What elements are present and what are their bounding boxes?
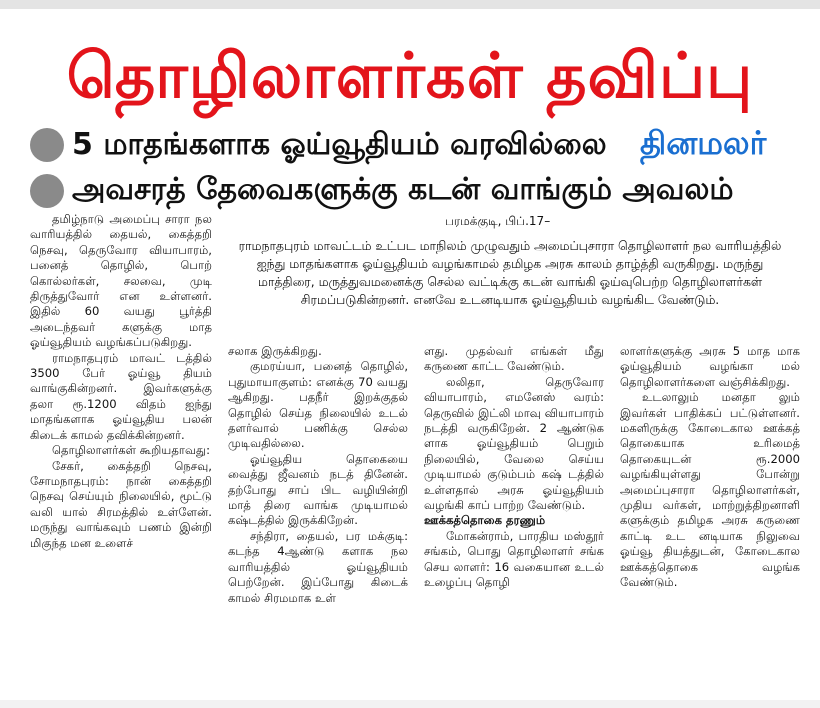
bottom-strip	[0, 700, 820, 708]
column-3	[424, 344, 604, 591]
col2-para: குமரய்யா, பனைத் தொழில், புதுமாயாகுளம்: எனக்கு 70 வயது ஆகிறது. பதநீர் இறக்குதல் தொழில் செய்த நிலையில் உடல் தளர்வால் பணிக்கு செல்ல முடிவதில்லை.	[228, 359, 408, 451]
col1-para: ராமநாதபுரம் மாவட் டத்தில் 3500 பேர் ஓய்வூ தியம் வாங்குகின்றனர். இவர்களுக்கு தலா ரூ.1200 விதம் ஐந்து மாதங்களாக ஓய்வூதிய பலன் கிடைக் காமல் தவிக்கின்றனர்.	[30, 350, 212, 442]
subhead-1: 5 மாதங்களாக ஓய்வூதியம் வரவில்லை	[72, 127, 607, 162]
col3-para: ளது. முதல்வர் எங்கள் மீது கருணை காட்ட வேண்டும்.	[424, 344, 604, 374]
top-strip	[0, 0, 820, 9]
col4-para: உடலாலும் மனதா லும் இவர்கள் பாதிக்கப் பட்டுள்ளனர். மகளிருக்கு கோடைகால ஊக்கத் தொகையாக உரிமைத் தொகையுடன் ரூ.2000 வழங்கியுள்ளது போன்று அமைப்புசாரா தொழிலாளர்கள், முதிய வர்கள், மாற்றுத்திறனாளி களுக்கும் தமிழக அரசு கருணை காட்டி உட னடியாக நிலுவை ஓய்வூ தியத்துடன், கோடைகால ஊக்கத்தொகை வழங்க வேண்டும்.	[620, 390, 800, 590]
col3-para: மோகன்ராம், பாரதிய மஸ்தூர் சங்கம், பொது தொழிலாளர் சங்க செய லாளர்: 16 வகையான உடல் உழைப்பு தொழி	[424, 528, 604, 590]
col2-para: சந்திரா, தையல், பர மக்குடி: கடந்த 4ஆண்டு களாக நல வாரியத்தில் ஓய்வூதியம் பெற்றேன். இப்போது கிடைக் காமல் சிரமமாக உள்	[228, 528, 408, 605]
col3-para: லலிதா, தெருவோர வியாபாரம், எமனேஸ் வரம்: தெருவில் இட்லி மாவு வியாபாரம் நடத்தி வருகிறேன். 2 ஆண்டுக ளாக ஓய்வூதியம் பெறும் நிலையில், வேலை செய்ய முடியாமல் குடும்பம் கஷ் டத்தில் உள்ளதால் அரசு ஓய்வூதியம் வழங்கி காப் பாற்ற வேண்டும்.	[424, 374, 604, 513]
col2-para: சலாக இருக்கிறது.	[228, 344, 322, 358]
col1-para: தொழிலாளர்கள் கூறியதாவது:	[52, 443, 211, 458]
bullet-2	[30, 174, 64, 208]
col2-para: ஓய்வூதிய தொகையை வைத்து ஜீவனம் நடத் தினேன். தற்போது சாப் பிட வழியின்றி மாத் திரை வாங்க முடியாமல் கஷ்டத்தில் இருக்கிறேன்.	[228, 451, 408, 528]
headline: தொழிலாளர்கள் தவிப்பு	[66, 39, 754, 112]
col1-para: தமிழ்நாடு அமைப்பு சாரா நல வாரியத்தில் தையல், கைத்தறி நெசவு, தெருவோர வியாபாரம், பனைத் தொழில், பொற் கொல்லர்கள், சலவை, முடி திருத்துவோர் என உள்ளனர். இதில் 60 வயது பூர்த்தி அடைந்தவர் களுக்கு மாத ஓய்வூதியம் வழங்கப்படுகிறது.	[30, 212, 212, 350]
dateline: பரமக்குடி, பிப்.17–	[445, 214, 551, 228]
lead-paragraph: ராமநாதபுரம் மாவட்டம் உட்பட மாநிலம் முழுவதும் அமைப்புசாரா தொழிலாளர் நல வாரியத்தில் ஐந்து மாதங்களாக ஓய்வூதியம் வழங்காமல் தமிழக அரசு காலம் தாழ்த்தி வருகிறது. மருந்து மாத்திரை, மருத்துவமனைக்கு செல்ல வட்டிக்கு கடன் வாங்கி ஓய்வுபெற்ற தொழிலாளர்கள் சிரமப்படுகின்றனர். எனவே உடனடியாக ஓய்வூதியம் வழங்கிட வேண்டும்.	[238, 238, 782, 307]
col4-para: லாளர்களுக்கு அரசு 5 மாத மாக ஓய்வூதியம் வழங்கா மல் தொழிலாளர்களை வஞ்சிக்கிறது.	[620, 344, 800, 389]
col1-para: சேகர், கைத்தறி நெசவு, சோமநாதபுரம்: நான் கைத்தறி நெசவு செய்யும் நிலையில், மூட்டு வலி யால் சிரமத்தில் உள்ளேன். மருந்து வாங்கவும் பணம் இன்றி மிகுந்த மன உளைச்	[30, 458, 212, 550]
column-4	[620, 344, 800, 591]
subhead-2: அவசரத் தேவைகளுக்கு கடன் வாங்கும் அவலம்	[72, 172, 734, 207]
column-1	[30, 212, 212, 551]
dinamalar-logo: தினமலர்	[640, 124, 767, 162]
column-2	[228, 344, 408, 606]
col3-subheading: ஊக்கத்தொகை தரணும்	[424, 513, 546, 528]
bullet-1	[30, 128, 64, 162]
